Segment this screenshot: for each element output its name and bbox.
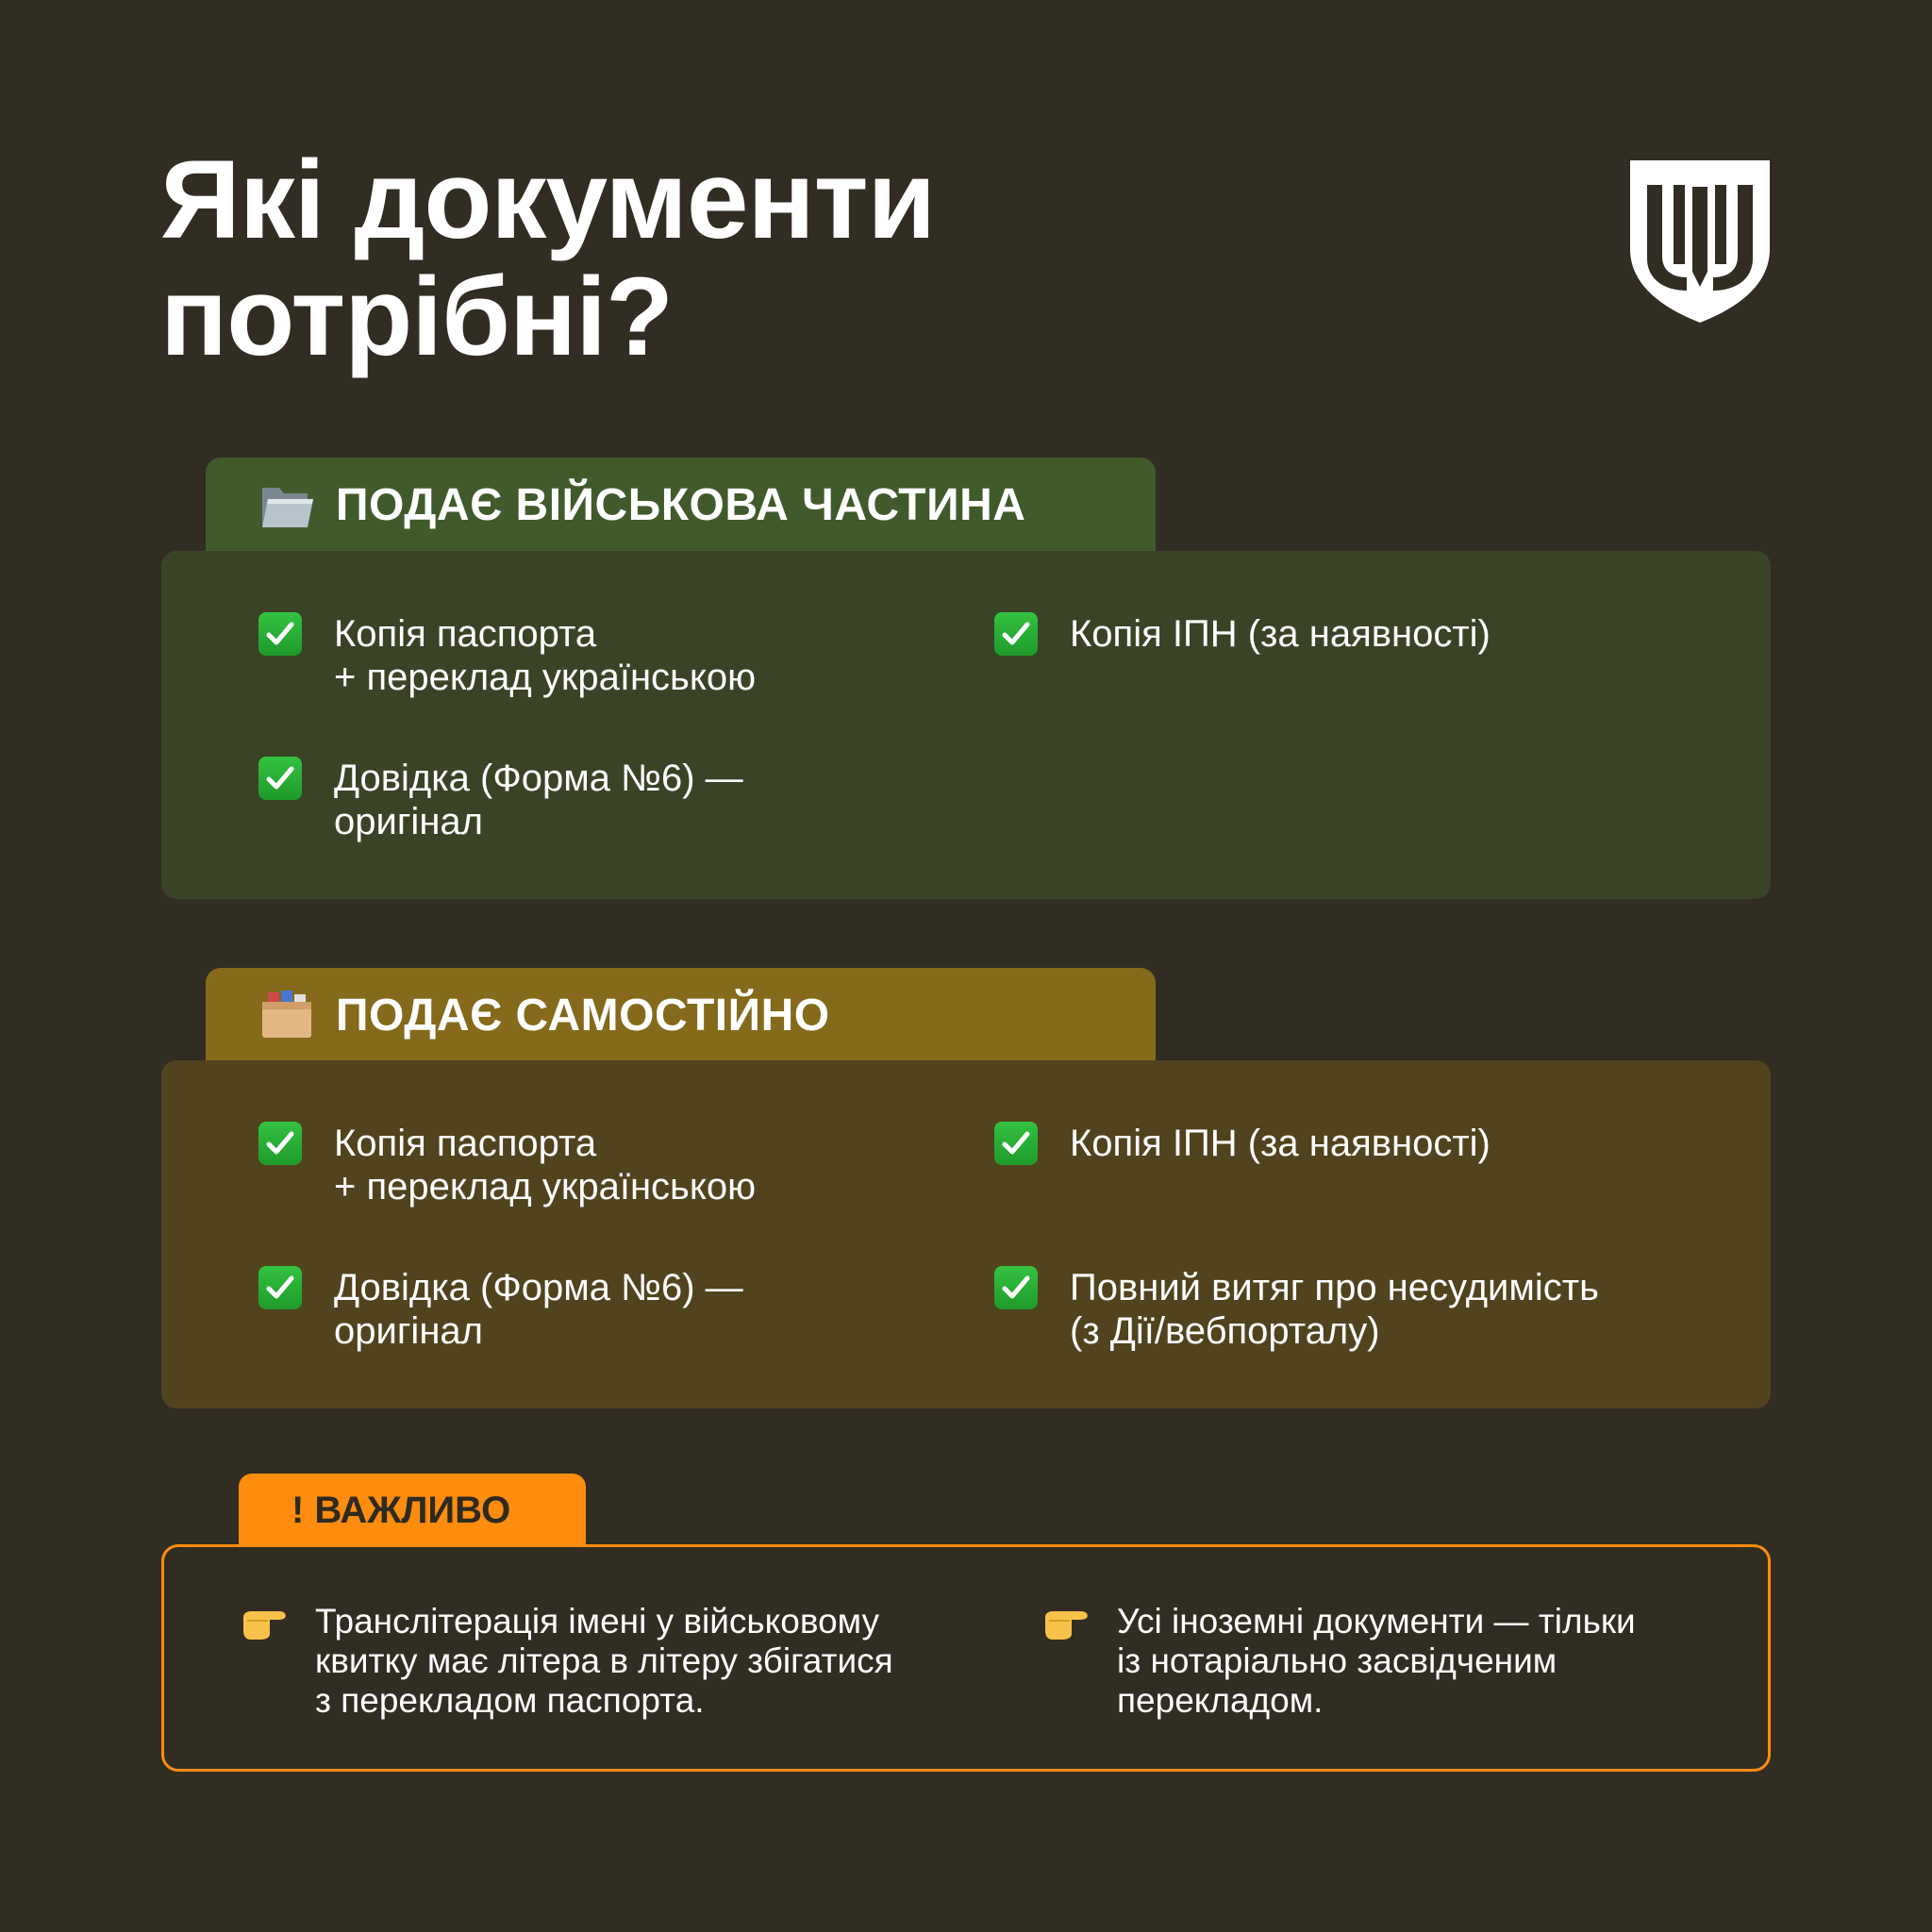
section-self-title: ПОДАЄ САМОСТІЙНО <box>336 990 830 1041</box>
list-item: Довідка (Форма №6) — оригінал <box>258 1266 743 1353</box>
list-item: Усі іноземні документи — тільки із нотаріально засвідченим перекладом. <box>1043 1602 1636 1721</box>
pointing-hand-icon <box>242 1602 289 1641</box>
card-file-box-icon <box>258 989 315 1041</box>
list-item: Транслітерація імені у військовому квитку має літера в літеру збігатися з перекладом паспорта. <box>242 1602 893 1721</box>
list-item: Копія ІПН (за наявності) <box>994 1122 1491 1165</box>
important-header <box>239 1474 586 1547</box>
list-item: Довідка (Форма №6) — оригінал <box>258 757 743 843</box>
section-self-panel <box>161 1060 1771 1408</box>
list-item: Копія ІПН (за наявності) <box>994 612 1491 656</box>
check-icon <box>258 757 302 800</box>
page-title-line-1: Які документи <box>160 138 936 262</box>
page-title-line-2: потрібні? <box>160 255 674 379</box>
pointing-hand-icon <box>1043 1602 1091 1641</box>
section-military-header <box>206 458 1156 552</box>
folder-icon <box>258 478 315 531</box>
list-item: Копія паспорта + переклад українською <box>258 1122 756 1208</box>
list-item: Копія паспорта + переклад українською <box>258 612 756 699</box>
page-title <box>160 138 936 379</box>
check-icon <box>258 612 302 656</box>
check-icon <box>258 1122 302 1165</box>
section-military-title: ПОДАЄ ВІЙСЬКОВА ЧАСТИНА <box>336 479 1026 530</box>
important-title: ! ВАЖЛИВО <box>291 1489 511 1531</box>
check-icon <box>994 612 1038 656</box>
check-icon <box>258 1266 302 1309</box>
check-icon <box>994 1122 1038 1165</box>
list-item: Повний витяг про несудимість (з Дії/вебпорталу) <box>994 1266 1599 1353</box>
trident-shield-icon <box>1628 158 1772 325</box>
section-self-header <box>206 968 1156 1062</box>
section-military-panel <box>161 551 1771 899</box>
check-icon <box>994 1266 1038 1309</box>
